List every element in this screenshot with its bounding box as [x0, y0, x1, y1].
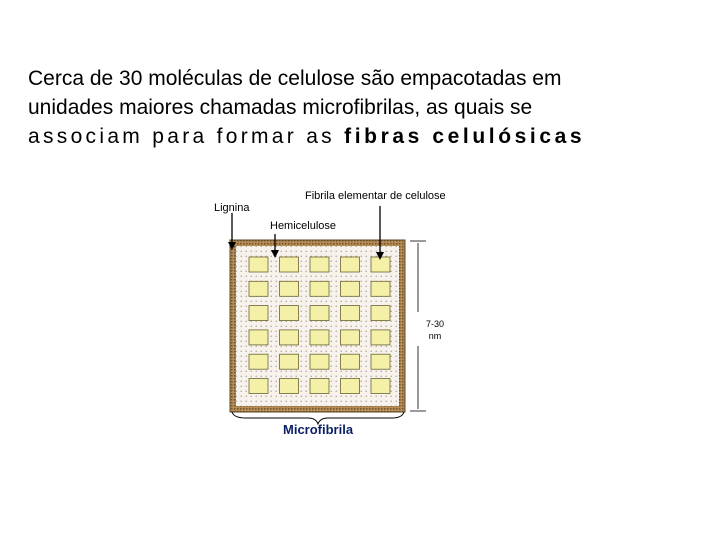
- hemicellulose-label: Hemicelulose: [270, 220, 337, 232]
- elementary-fibril: [310, 306, 329, 321]
- elementary-fibril: [249, 281, 268, 296]
- elementary-fibril: [341, 281, 360, 296]
- elementary-fibril: [371, 257, 390, 272]
- headline-line-3-text: associam para formar as: [28, 125, 345, 148]
- elementary-fibril: [249, 354, 268, 369]
- elementary-fibril: [371, 379, 390, 394]
- elementary-fibril: [280, 306, 299, 321]
- size-unit: nm: [428, 331, 442, 341]
- elementary-fibril: [310, 281, 329, 296]
- elementary-fibril: [310, 354, 329, 369]
- elementary-fibril: [280, 379, 299, 394]
- elementary-fibril: [341, 330, 360, 345]
- elementary-fibril: [341, 257, 360, 272]
- elementary-fibril: [249, 257, 268, 272]
- elementary-fibril: [280, 281, 299, 296]
- elementary-fibril: [249, 330, 268, 345]
- elementary-fibril: [341, 306, 360, 321]
- elementary-fibril: [280, 330, 299, 345]
- elementary-fibril: [371, 306, 390, 321]
- headline-line-2: unidades maiores chamadas microfibrilas, as quais se: [28, 96, 533, 119]
- elementary-fibril: [249, 306, 268, 321]
- elementary-fibril: [280, 257, 299, 272]
- size-value: 7-30: [425, 319, 444, 329]
- headline-bold-term: fibras celulósicas: [344, 125, 586, 148]
- elementary-fibril: [371, 281, 390, 296]
- elementary-fibril: [249, 379, 268, 394]
- microfibrila-label: Microfibrila: [283, 422, 354, 437]
- fibril-label: Fibrila elementar de celulose: [305, 190, 446, 202]
- elementary-fibril: [341, 379, 360, 394]
- headline-line-1: Cerca de 30 moléculas de celulose são empacotadas em: [28, 67, 562, 90]
- lignin-label: Lignina: [214, 202, 250, 214]
- elementary-fibril: [310, 379, 329, 394]
- elementary-fibril: [341, 354, 360, 369]
- elementary-fibril: [371, 330, 390, 345]
- elementary-fibril: [310, 330, 329, 345]
- elementary-fibril: [280, 354, 299, 369]
- size-label: [420, 318, 450, 342]
- elementary-fibril: [310, 257, 329, 272]
- elementary-fibril: [371, 354, 390, 369]
